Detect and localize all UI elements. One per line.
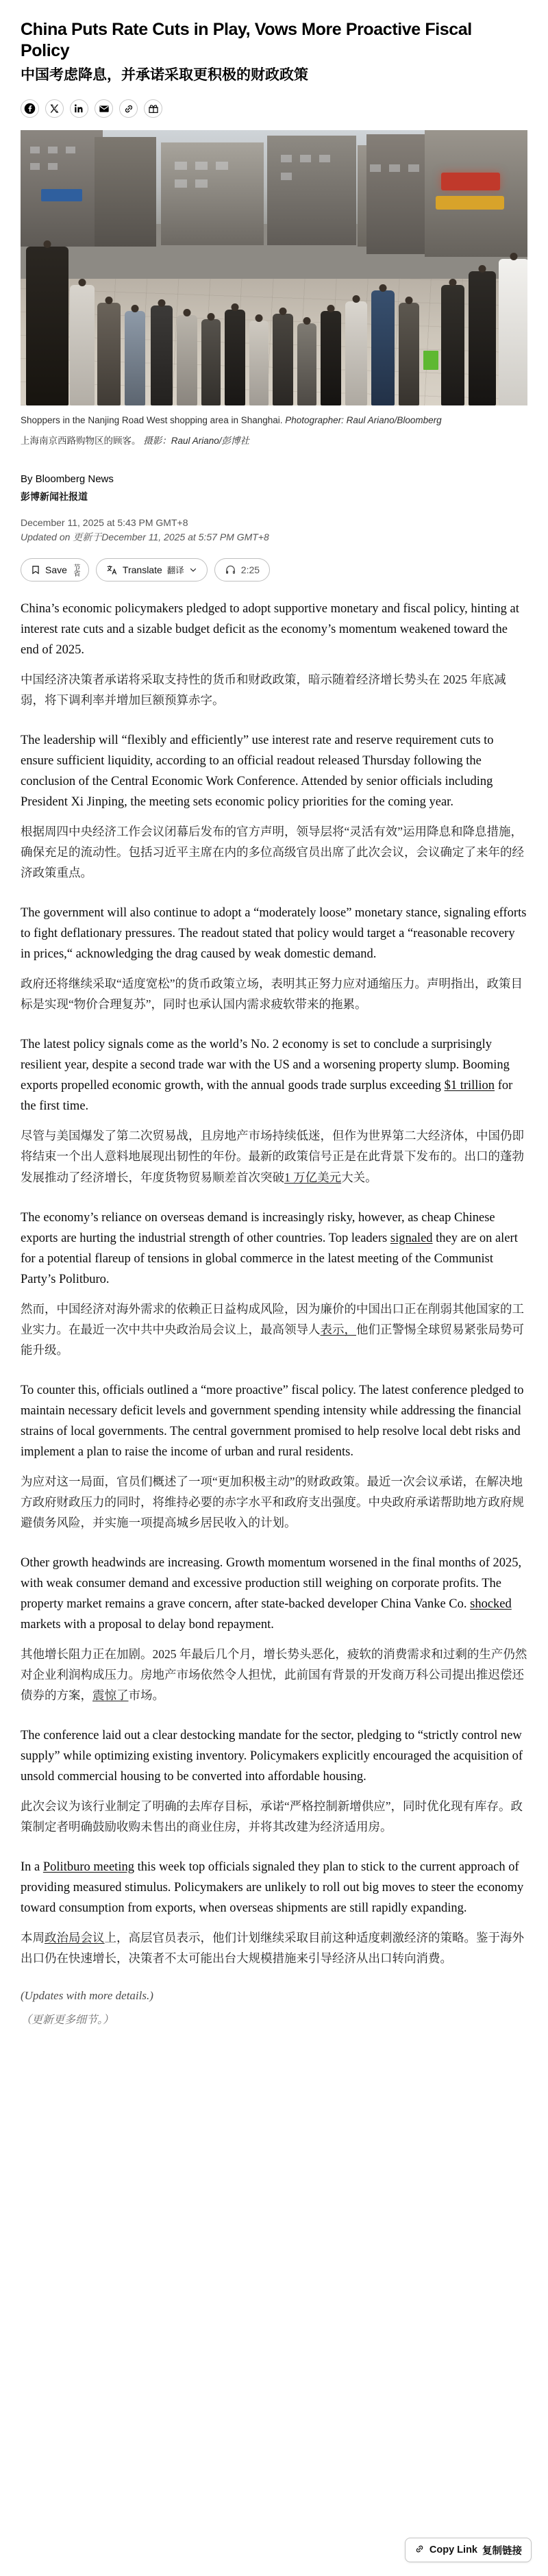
paragraph-text: 他们正警惕全球贸易紧张局势可能升级。 xyxy=(21,1322,524,1357)
copy-link-button[interactable] xyxy=(405,2538,532,2562)
article-paragraph-en xyxy=(21,903,527,965)
share-linkedin-button[interactable] xyxy=(70,99,88,118)
paragraph-text: 其他增长阻力正在加剧。2025 年最后几个月，增长势头恶化，疲软的消费需求和过剩的生产仍然对企业利润构成压力。房地产市场依然令人担忧，此前国有背景的开发商万科公司提出推迟偿还债券的方案， xyxy=(21,1647,527,1703)
save-label: Save xyxy=(45,564,67,576)
byline-author-chinese: 彭博新闻社报道 xyxy=(21,491,88,503)
inline-link[interactable]: 表示， xyxy=(320,1322,356,1336)
bookmark-icon xyxy=(31,564,40,575)
article-paragraph-cn xyxy=(21,1644,527,1705)
inline-link[interactable]: Politburo meeting xyxy=(42,1860,134,1875)
paragraph-text: they are on alert for a potential flareup of tensions in global commerce in the latest meeting of the Communist Party’s Politburo. xyxy=(21,1231,518,1286)
paragraph-text: The conference laid out a clear destocking mandate for the sector, pledging to “strictly control new supply” while optimizing existing inventory. Policymakers explicitly encouraged the acquisition of unsold commercial housing to be converted into affordable housing. xyxy=(21,1729,523,1784)
paragraph-text: 然而，中国经济对海外需求的依赖正日益构成风险，因为廉价的中国出口正在削弱其他国家的工业实力。在最近一次中共中央政治局会议上，最高领导人 xyxy=(21,1301,524,1336)
translate-label: Translate xyxy=(122,564,162,576)
save-label-chinese: 节省 xyxy=(71,564,79,577)
article-paragraph-en xyxy=(21,1035,527,1117)
chevron-down-icon xyxy=(189,566,197,574)
paragraph-text: Other growth headwinds are increasing. Growth momentum worsened in the final months of 2025, with weak consumer demand and excessive production still weighing on corporate profits. The property market remains a grave concern, after state-backed developer China Vanke Co. xyxy=(21,1555,522,1611)
paragraph-text: this week top officials signaled they plan to stick to the current approach of providing measured stimulus. Policymakers are unlikely to roll out big moves to steer the economy toward consumption from exports, when overseas shipments are still rapidly expanding. xyxy=(21,1860,524,1916)
inline-link[interactable]: signaled xyxy=(390,1231,433,1245)
linkedin-icon xyxy=(74,103,84,114)
paragraph-text: 本周 xyxy=(21,1931,45,1945)
facebook-icon xyxy=(24,103,36,114)
translate-icon xyxy=(106,564,118,575)
inline-link[interactable]: 政治局会议 xyxy=(45,1931,105,1945)
photo-credit-en: Photographer: Raul Ariano/Bloomberg xyxy=(285,415,442,426)
article-body xyxy=(21,599,527,1968)
copy-link-label: Copy Link xyxy=(429,2544,477,2555)
article-paragraph-cn: 政府还将继续采取“适度宽松”的货币政策立场，表明其正努力应对通缩压力。声明指出，政策目标是实现“物价合理复苏”，同时也承认国内需求疲软带来的拖累。 xyxy=(21,977,523,1012)
article-paragraph-en xyxy=(21,1726,527,1788)
headphones-play-icon xyxy=(225,564,236,575)
hero-image xyxy=(21,130,527,405)
byline-author: By Bloomberg News xyxy=(21,473,114,486)
article-paragraph-cn: 此次会议为该行业制定了明确的去库存目标，承诺“严格控制新增供应”，同时优化现有库存。政策制定者明确鼓励收购未售出的商业住房，并将其改建为经济适用房。 xyxy=(21,1799,523,1834)
updated-time: December 11, 2025 at 5:57 PM GMT+8 xyxy=(101,532,269,543)
link-icon xyxy=(123,103,134,114)
inline-link[interactable]: 1 万亿美元 xyxy=(284,1170,342,1184)
timestamps xyxy=(21,516,527,545)
article-paragraph-cn xyxy=(21,1927,527,1968)
article-paragraph-en xyxy=(21,1208,527,1290)
updated-label: Updated on xyxy=(21,532,71,543)
share-x-button[interactable] xyxy=(45,99,64,118)
inline-link[interactable]: $1 trillion xyxy=(444,1079,495,1093)
article-paragraph-en xyxy=(21,1858,527,1919)
article-paragraph-cn xyxy=(21,1299,527,1360)
article-page xyxy=(0,19,548,2027)
article-paragraph-cn: 中国经济决策者承诺将采取支持性的货币和财政政策，暗示随着经济增长势头在 2025 年底减弱，将下调利率并增加巨额预算赤字。 xyxy=(21,673,506,708)
share-gift-button[interactable] xyxy=(144,99,162,118)
share-facebook-button[interactable] xyxy=(21,99,39,118)
updated-timestamp xyxy=(21,530,527,545)
updated-label-chinese: 更新于 xyxy=(73,532,102,543)
shopping-bag xyxy=(423,351,438,370)
inline-link[interactable]: shocked xyxy=(470,1597,512,1611)
crowd-of-shoppers xyxy=(21,229,527,405)
page-title-chinese: 中国考虑降息，并承诺采取更积极的财政政策 xyxy=(21,67,308,83)
paragraph-text: In a xyxy=(21,1860,43,1875)
photo-credit-cn: 摄影：Raul Ariano/彭博社 xyxy=(143,436,250,447)
article-paragraph-en xyxy=(21,731,527,813)
paragraph-text: 市场。 xyxy=(128,1688,164,1703)
update-note-cn: （更新更多细节。） xyxy=(21,2014,114,2027)
copy-link-label-chinese: 复制链接 xyxy=(482,2545,522,2557)
paragraph-text: The latest policy signals come as the world’s No. 2 economy is set to conclude a surprisingly resilient year, despite a second trade war with the US and a worsening property slump. Booming exports propelled economic growth, with the annual goods trade surplus exceeding xyxy=(21,1038,510,1093)
paragraph-text: 上，高层官员表示，他们计划继续采取目前这种适度刺激经济的策略。鉴于海外出口仍在快速增长，决策者不太可能出台大规模措施来引导经济从出口转向消费。 xyxy=(21,1931,524,1966)
update-note-en: (Updates with more details.) xyxy=(21,1989,153,2003)
copy-link-container xyxy=(405,2538,532,2562)
article-paragraph-en xyxy=(21,599,527,661)
caption-text-en: Shoppers in the Nanjing Road West shopping area in Shanghai. xyxy=(21,415,283,426)
save-button[interactable] xyxy=(21,558,89,582)
share-bar xyxy=(21,99,527,118)
article-paragraph-cn: 为应对这一局面，官员们概述了一项“更加积极主动”的财政政策。最近一次会议承诺，在解决地方政府财政压力的同时，将维持必要的赤字水平和政府支出强度。中央政府承诺帮助地方政府规避债务风险，并实施一项提高城乡居民收入的计划。 xyxy=(21,1474,524,1529)
share-email-button[interactable] xyxy=(95,99,113,118)
paragraph-text: The economy’s reliance on overseas demand is increasingly risky, however, as cheap Chinese exports are hurting the industrial strength of other countries. Top leaders xyxy=(21,1210,495,1245)
inline-link[interactable]: 震惊了 xyxy=(92,1688,129,1703)
paragraph-text: To counter this, officials outlined a “more proactive” fiscal policy. The latest conference pledged to maintain necessary deficit levels and government spending intensity while addressing the financial strains of local governments. The central government promised to help resolve local debt risks and implement a plan to raise the income of urban and rural residents. xyxy=(21,1383,524,1459)
paragraph-text: The government will also continue to adopt a “moderately loose” monetary stance, signaling efforts to fight deflationary pressures. The readout stated that policy would target a “reasonable recovery in prices,“ acknowledging the drag caused by weak domestic demand. xyxy=(21,906,527,962)
gift-icon xyxy=(148,103,159,114)
caption-text-cn: 上海南京西路购物区的顾客。 xyxy=(21,436,141,447)
article-paragraph-cn xyxy=(21,1125,527,1187)
paragraph-text: 大关。 xyxy=(341,1170,377,1184)
image-caption-chinese xyxy=(21,434,527,449)
share-copy-link-button[interactable] xyxy=(119,99,138,118)
audio-duration: 2:25 xyxy=(240,564,260,576)
translate-label-chinese: 翻译 xyxy=(166,566,184,576)
page-title: China Puts Rate Cuts in Play, Vows More Proactive Fiscal Policy xyxy=(21,20,472,60)
published-timestamp: December 11, 2025 at 5:43 PM GMT+8 xyxy=(21,517,188,529)
article-paragraph-en xyxy=(21,1381,527,1463)
article-actions xyxy=(21,558,527,582)
article-paragraph-en xyxy=(21,1553,527,1636)
link-icon xyxy=(414,2544,425,2557)
listen-audio-button[interactable] xyxy=(214,558,270,582)
paragraph-text: China’s economic policymakers pledged to adopt supportive monetary and fiscal policy, hinting at interest rate cuts and a sizable budget deficit as the economy’s momentum weakened toward the end of 2025. xyxy=(21,602,519,658)
paragraph-text: The leadership will “flexibly and efficiently” use interest rate and reserve requirement cuts to ensure sufficient liquidity, according to an official readout released Thursday following the conclusion of the Central Economic Work Conference. Attended by senior officials including President Xi Jinping, the meeting sets economic policy priorities for the coming year. xyxy=(21,734,494,810)
paragraph-text: 尽管与美国爆发了第二次贸易战，且房地产市场持续低迷，但作为世界第二大经济体，中国仍即将结束一个出人意料地展现出韧性的年份。最新的政策信号正是在此背景下发布的。出口的蓬勃发展推动了经济增长，年度货物贸易顺差首次突破 xyxy=(21,1129,524,1184)
image-caption xyxy=(21,414,527,428)
hero-illustration xyxy=(21,130,527,405)
x-twitter-icon xyxy=(49,103,60,114)
paragraph-text: for the first time. xyxy=(21,1079,513,1114)
paragraph-text: markets with a proposal to delay bond repayment. xyxy=(21,1617,274,1631)
translate-button[interactable] xyxy=(96,558,208,582)
email-icon xyxy=(99,103,110,114)
article-paragraph-cn: 根据周四中央经济工作会议闭幕后发布的官方声明，领导层将“灵活有效”运用降息和降息措施，确保充足的流动性。包括习近平主席在内的多位高级官员出席了此次会议，会议确定了来年的经济政策重点。 xyxy=(21,825,524,880)
